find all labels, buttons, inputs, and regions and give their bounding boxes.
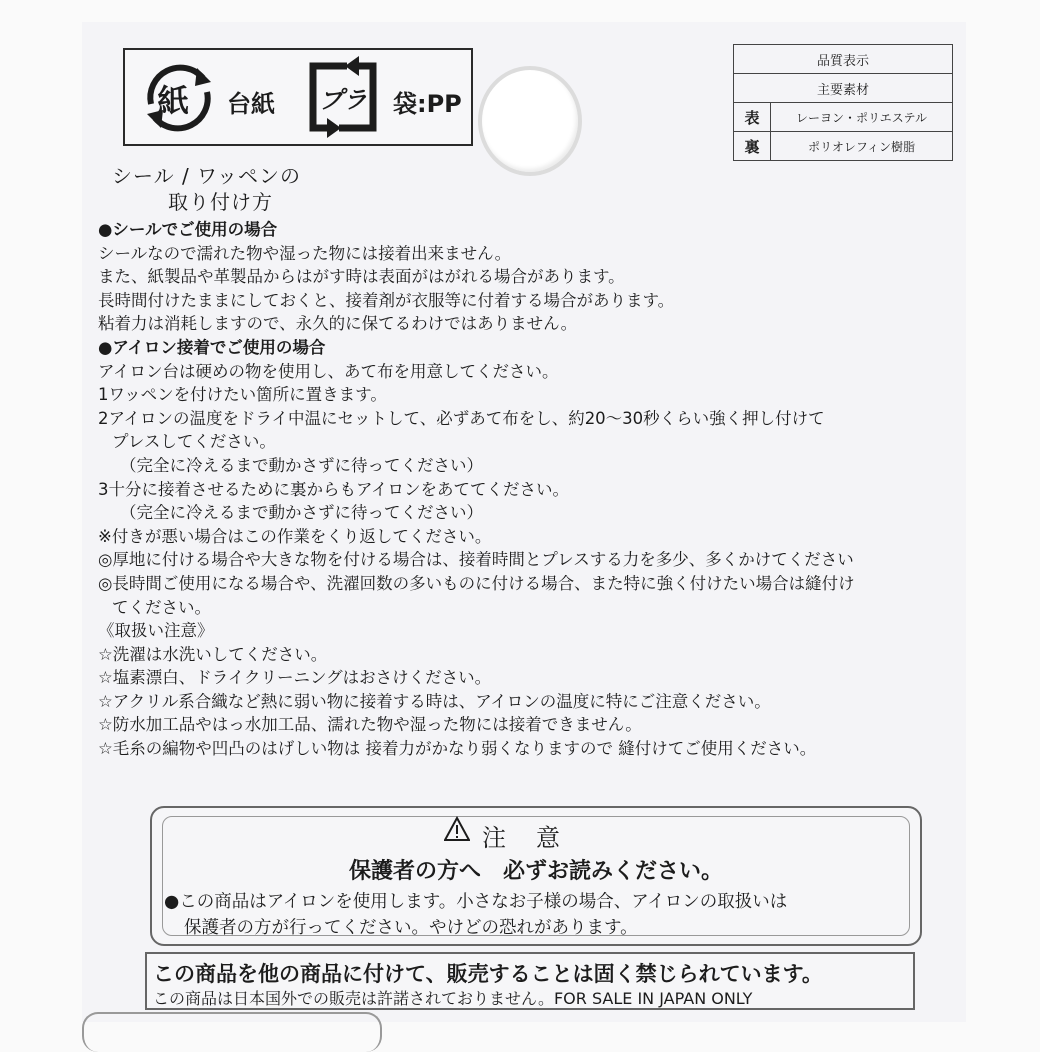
notice-line-2: この商品は日本国外での販売は許諾されておりません。FOR SALE IN JAPAN ONLY bbox=[153, 989, 753, 1008]
recycling-marks-box bbox=[123, 48, 473, 146]
paper-label: 台紙 bbox=[227, 90, 275, 118]
text-line: ☆塩素漂白、ドライクリーニングはおさけください。 bbox=[98, 668, 492, 688]
text-line: ☆アクリル系合織など熱に弱い物に接着する時は、アイロンの温度に特にご注意ください。 bbox=[98, 691, 771, 711]
text-line: （完全に冷えるまで動かさずに待ってください） bbox=[120, 455, 483, 475]
table-row bbox=[734, 103, 953, 132]
text-line: 粘着力は消耗しますので、永久的に保てるわけではありません。 bbox=[98, 314, 578, 334]
text-line: 2アイロンの温度をドライ中温にセットして、必ずあて布をし、約20～30秒くらい強く押し付けて bbox=[98, 408, 825, 428]
text-line: ※付きが悪い場合はこの作業をくり返してください。 bbox=[98, 526, 492, 546]
paper-mark-text: 紙 bbox=[157, 82, 190, 120]
instruction-text bbox=[98, 218, 978, 761]
text-line: シールなので濡れた物や湿った物には接着出来ません。 bbox=[98, 243, 512, 263]
text-line: （完全に冷えるまで動かさずに待ってください） bbox=[120, 503, 483, 523]
notice-line-1: この商品を他の商品に付けて、販売することは固く禁じられています。 bbox=[153, 962, 823, 986]
text-line: 3十分に接着させるために裏からもアイロンをあててください。 bbox=[98, 479, 570, 499]
material-value: レーヨン・ポリエステル bbox=[771, 103, 953, 132]
table-row bbox=[734, 132, 953, 161]
section-heading: ●シールでご使用の場合 bbox=[98, 220, 278, 239]
text-line: ☆洗濯は水洗いしてください。 bbox=[98, 644, 328, 664]
caution-text-2: 保護者の方が行ってください。やけどの恐れがあります。 bbox=[184, 918, 638, 938]
quality-label-table bbox=[733, 44, 953, 161]
heading-line-1: シール / ワッペンの bbox=[112, 164, 302, 188]
caution-box bbox=[150, 806, 922, 946]
caution-title: 注意 bbox=[482, 824, 590, 852]
text-line: ◎長時間ご使用になる場合や、洗濯回数の多いものに付ける場合、また特に強く付けたい場合は縫付け bbox=[98, 573, 855, 593]
material-value: ポリオレフィン樹脂 bbox=[771, 132, 953, 161]
hanger-hole bbox=[478, 66, 582, 176]
text-line: ◎厚地に付ける場合や大きな物を付ける場合は、接着時間とプレスする力を多少、多くかけてください bbox=[98, 550, 854, 570]
text-line: アイロン台は硬めの物を使用し、あて布を用意してください。 bbox=[98, 361, 559, 381]
text-line: 長時間付けたままにしておくと、接着剤が衣服等に付着する場合があります。 bbox=[98, 290, 675, 310]
quality-title: 品質表示 bbox=[734, 45, 953, 74]
caution-subtitle: 保護者の方へ 必ずお読みください。 bbox=[348, 859, 723, 884]
text-line: また、紙製品や革製品からはがす時は表面がはがれる場合があります。 bbox=[98, 267, 625, 287]
material-key: 裏 bbox=[734, 132, 771, 161]
quality-subtitle: 主要素材 bbox=[734, 74, 953, 103]
plastic-mark-text: プラ bbox=[319, 86, 367, 114]
section-heading: 《取扱い注意》 bbox=[98, 621, 214, 641]
text-line: ☆防水加工品やはっ水加工品、濡れた物や湿った物には接着できません。 bbox=[98, 715, 642, 735]
text-line: てください。 bbox=[112, 597, 211, 617]
lower-card-edge bbox=[82, 1012, 382, 1052]
plastic-label: 袋:PP bbox=[393, 90, 462, 118]
text-line: ☆毛糸の編物や凹凸のはげしい物は 接着力がかなり弱くなりますので 縫付けてご使用ください。 bbox=[98, 739, 817, 759]
text-line: プレスしてください。 bbox=[112, 432, 276, 452]
heading-line-2: 取り付け方 bbox=[168, 190, 273, 214]
section-heading: ●アイロン接着でご使用の場合 bbox=[98, 337, 326, 357]
text-line: 1ワッペンを付けたい箇所に置きます。 bbox=[98, 385, 387, 405]
resale-notice bbox=[145, 952, 915, 1010]
material-key: 表 bbox=[734, 103, 771, 132]
caution-text-1: ●この商品はアイロンを使用します。小さなお子様の場合、アイロンの取扱いは bbox=[164, 892, 788, 912]
